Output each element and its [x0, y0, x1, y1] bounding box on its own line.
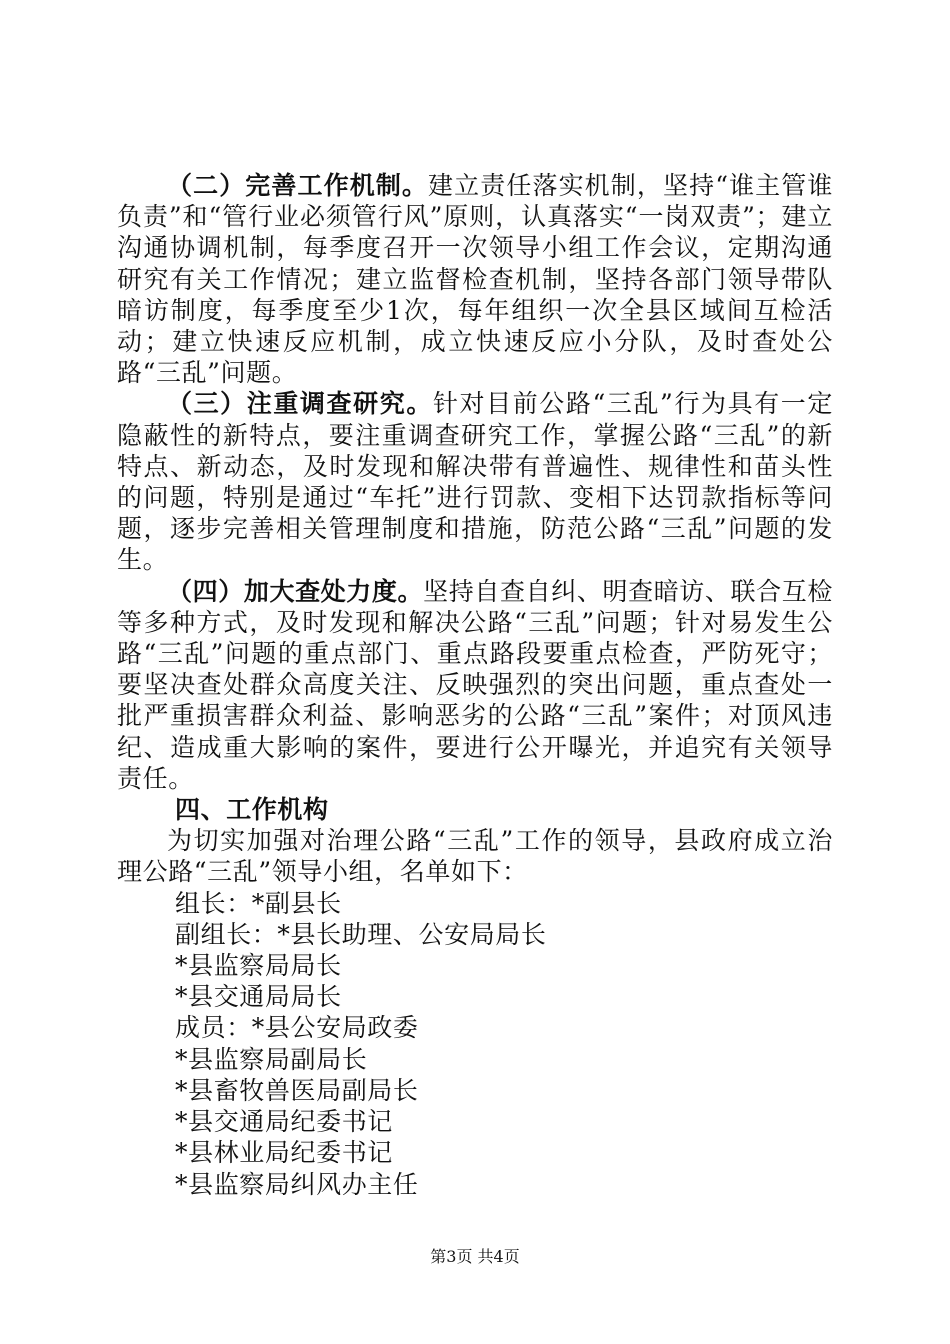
member-line: *县交通局局长 [175, 982, 342, 1012]
intro-paragraph: 为切实加强对治理公路“三乱”工作的领导，县政府成立治理公路“三乱”领导小组，名单如下： [117, 826, 833, 887]
paragraph-lead: （三）注重调查研究。 [167, 389, 433, 419]
paragraph-text: 针对目前公路“三乱”行为具有一定隐蔽性的新特点，要注重调查研究工作，掌握公路“三乱”的新特点、新动态，及时发现和解决带有普遍性、规律性和苗头性的问题，特别是通过“车托”进行罚款、变相下达罚款指标等问题，逐步完善相关管理制度和措施，防范公路“三乱”问题的发生。 [117, 389, 833, 575]
paragraph-enforcement [117, 576, 833, 794]
document-body [117, 170, 833, 1200]
section-heading: 四、工作机构 [175, 795, 329, 825]
paragraph-lead: （四）加大查处力度。 [167, 576, 424, 606]
page-number-footer: 第3页 共4页 [430, 1247, 520, 1266]
paragraph-improve-mechanism [117, 170, 833, 388]
member-line: *县交通局纪委书记 [175, 1107, 393, 1137]
member-line: 组长：*副县长 [175, 888, 342, 918]
member-line: *县监察局纠风办主任 [175, 1169, 419, 1199]
member-line: *县林业局纪委书记 [175, 1138, 393, 1168]
member-line: *县监察局副局长 [175, 1044, 368, 1074]
paragraph-text: 坚持自查自纠、明查暗访、联合互检等多种方式，及时发现和解决公路“三乱”问题；针对易发生公路“三乱”问题的重点部门、重点路段要重点检查，严防死守；要坚决查处群众高度关注、反映强烈的突出问题，重点查处一批严重损害群众利益、影响恶劣的公路“三乱”案件；对顶风违纪、造成重大影响的案件，要进行公开曝光，并追究有关领导责任。 [117, 576, 833, 793]
member-line: *县畜牧兽医局副局长 [175, 1075, 419, 1105]
paragraph-text: 建立责任落实机制，坚持“谁主管谁负责”和“管行业必须管行风”原则，认真落实“一岗双责”；建立沟通协调机制，每季度召开一次领导小组工作会议，定期沟通研究有关工作情况；建立监督检查机制，坚持各部门领导带队暗访制度，每季度至少1次，每年组织一次全县区域间互检活动；建立快速反应机制，成立快速反应小分队，及时查处公路“三乱”问题。 [117, 171, 833, 388]
paragraph-lead: （二）完善工作机制。 [167, 171, 429, 200]
member-line: 成员：*县公安局政委 [175, 1013, 419, 1043]
paragraph-research [117, 388, 833, 575]
member-line: *县监察局局长 [175, 951, 342, 981]
member-line: 副组长：*县长助理、公安局局长 [175, 919, 547, 949]
